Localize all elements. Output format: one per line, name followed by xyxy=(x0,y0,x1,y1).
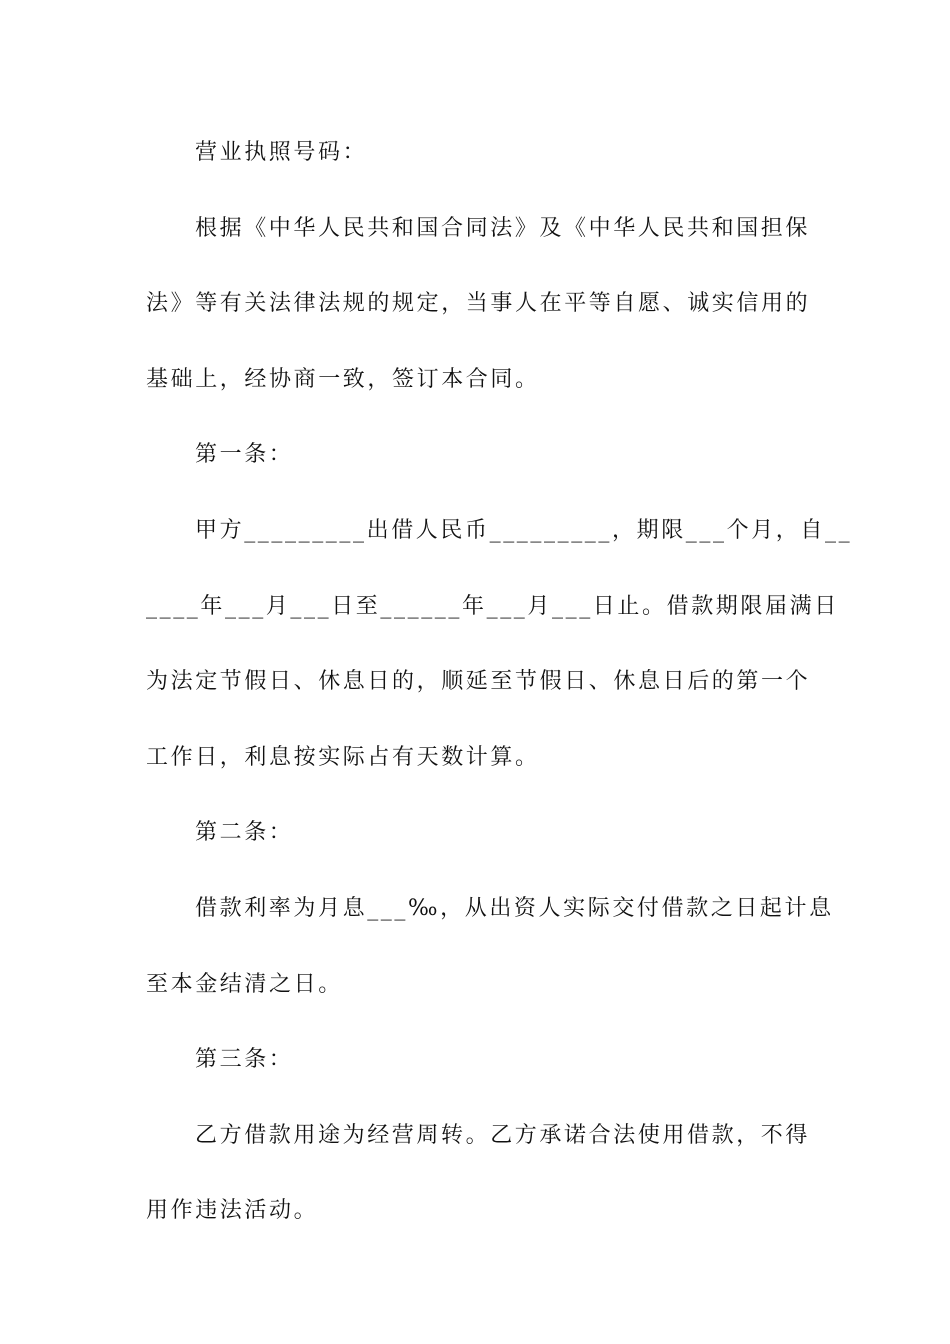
preamble-line-2: 法》等有关法律法规的规定，当事人在平等自愿、诚实信用的 xyxy=(146,291,811,317)
article-2-line-1: 借款利率为月息___‰，从出资人实际交付借款之日起计息 xyxy=(195,895,834,921)
article-3-line-1: 乙方借款用途为经营周转。乙方承诺合法使用借款，不得 xyxy=(195,1122,811,1148)
article-2-heading: 第二条： xyxy=(195,820,294,846)
article-3-heading: 第三条： xyxy=(195,1047,294,1073)
document-body xyxy=(146,123,853,1257)
preamble-line-3: 基础上，经协商一致，签订本合同。 xyxy=(146,366,540,392)
preamble-line-1: 根据《中华人民共和国合同法》及《中华人民共和国担保 xyxy=(195,215,811,241)
article-1-line-1: 甲方_________出借人民币_________，期限___个月，自__ xyxy=(195,517,853,543)
article-1-line-3: 为法定节假日、休息日的，顺延至节假日、休息日后的第一个 xyxy=(146,669,811,695)
business-license-label: 营业执照号码： xyxy=(195,140,368,165)
article-3-line-2: 用作违法活动。 xyxy=(146,1198,319,1224)
article-1-heading: 第一条： xyxy=(195,442,294,468)
article-1-line-4: 工作日，利息按实际占有天数计算。 xyxy=(146,744,540,770)
article-2-line-2: 至本金结清之日。 xyxy=(146,971,343,997)
article-1-line-2: ____年___月___日至______年___月___日止。借款期限届满日 xyxy=(146,593,839,619)
